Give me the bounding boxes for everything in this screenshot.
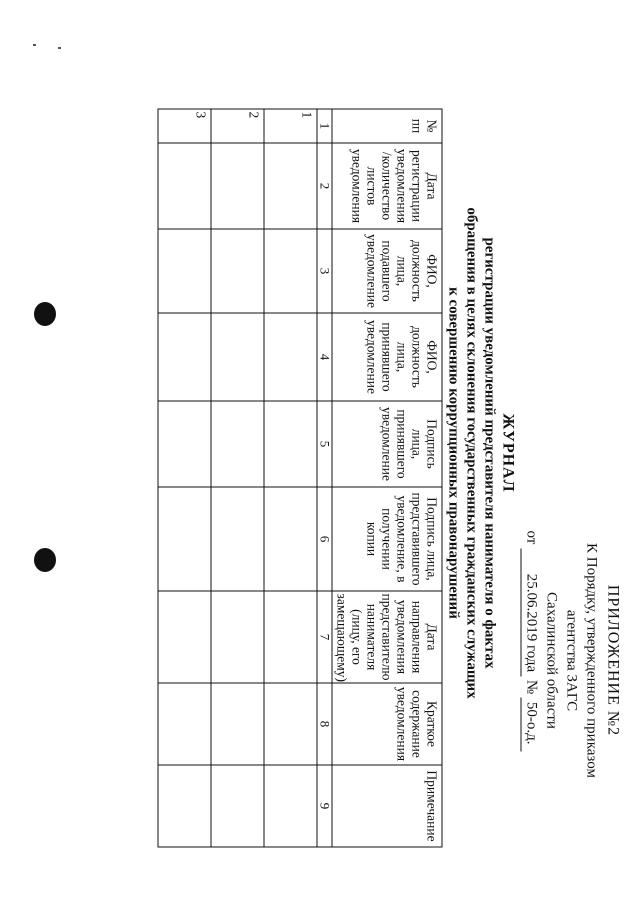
column-number: 4: [317, 313, 332, 401]
date-value: 25.06.2019 года: [520, 548, 541, 676]
header-cell: № пп: [332, 109, 442, 143]
appendix-title: ПРИЛОЖЕНИЕ №2: [604, 584, 621, 736]
column-number: 9: [317, 765, 332, 847]
appendix-line: К Порядку, утвержденного приказом: [583, 542, 599, 778]
table-cell: [211, 229, 264, 313]
table-cell: [264, 401, 317, 487]
journal-subtitle: обращения в целях склонения государственных гражданских служащих: [463, 206, 479, 699]
column-number: 5: [317, 401, 332, 487]
row-number: 1: [264, 109, 317, 143]
appendix-date-line: [520, 510, 541, 810]
column-number: 7: [317, 591, 332, 683]
column-number: 3: [317, 229, 332, 313]
header-cell: Подпись лица, принявшего уведомление: [332, 401, 442, 487]
journal-table: [157, 108, 442, 847]
table-cell: [264, 229, 317, 313]
table-cell: [264, 683, 317, 765]
table-cell: [158, 765, 211, 847]
header-cell: Дата направления уведомления представителю нанимателя (лицу, его замещающему): [332, 591, 442, 683]
table-row: [264, 109, 317, 847]
column-number: 2: [317, 143, 332, 229]
column-number: 8: [317, 683, 332, 765]
appendix-line: Сахалинской области: [543, 591, 559, 729]
table-cell: [158, 401, 211, 487]
column-number: 6: [317, 487, 332, 591]
table-cell: [211, 765, 264, 847]
table-header-row: [332, 109, 442, 847]
table-cell: [211, 683, 264, 765]
table-cell: [264, 765, 317, 847]
table-cell: [211, 313, 264, 401]
column-number: 1: [317, 109, 332, 143]
journal-title-block: [444, 0, 516, 905]
number-prefix: №: [523, 679, 539, 694]
header-cell: ФИО, должность лица, подавшего уведомление: [332, 229, 442, 313]
header-cell: Подпись лица, представившего уведомление, в получении копии: [332, 487, 442, 591]
table-cell: [211, 401, 264, 487]
header-cell: ФИО, должность лица, принявшего уведомление: [332, 313, 442, 401]
table-row: [211, 109, 264, 847]
table-cell: [211, 487, 264, 591]
header-cell: Дата регистрации уведомления /количество листов уведомления: [332, 143, 442, 229]
column-number-row: [317, 109, 332, 847]
table-cell: [158, 591, 211, 683]
table-cell: [158, 683, 211, 765]
journal-title: ЖУРНАЛ: [499, 412, 516, 493]
table-cell: [211, 591, 264, 683]
table-cell: [158, 313, 211, 401]
table-cell: [158, 143, 211, 229]
table-cell: [264, 487, 317, 591]
table-cell: [264, 143, 317, 229]
table-cell: [264, 591, 317, 683]
journal-subtitle: к совершению коррупционных правонарушений: [445, 286, 461, 619]
appendix-line: агентства ЗАГС: [563, 609, 579, 711]
header-cell: Примечание: [332, 765, 442, 847]
table-cell: [158, 487, 211, 591]
journal-subtitle: регистрации уведомлений представителя нанимателя о фактах: [481, 236, 497, 669]
appendix-block: [520, 510, 622, 810]
row-number: 3: [158, 109, 211, 143]
date-prefix: от: [523, 530, 539, 544]
table-row: [158, 109, 211, 847]
table-cell: [264, 313, 317, 401]
header-cell: Краткое содержание уведомления: [332, 683, 442, 765]
row-number: 2: [211, 109, 264, 143]
table-cell: [158, 229, 211, 313]
table-cell: [211, 143, 264, 229]
number-value: 50-о.д.: [520, 697, 541, 751]
